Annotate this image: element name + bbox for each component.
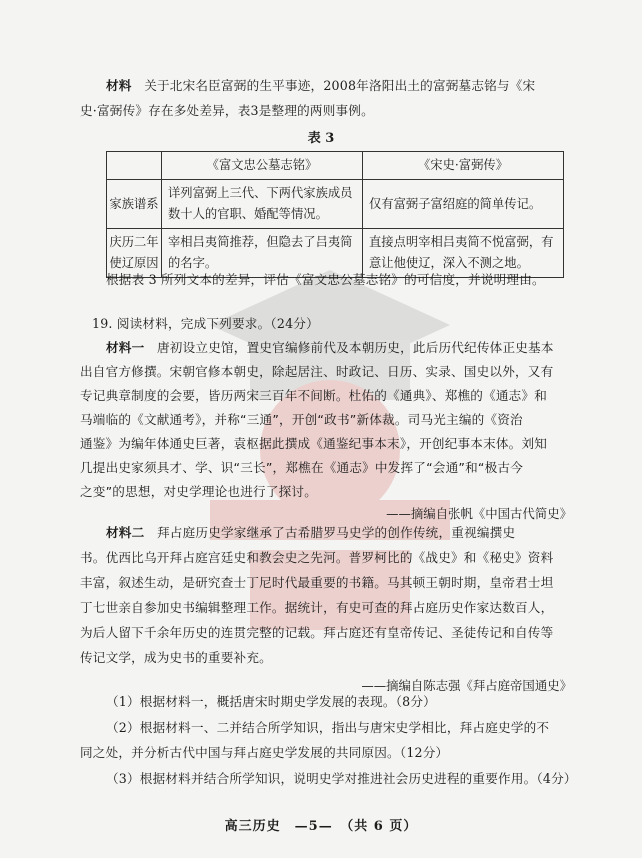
material-2-line: 传记文学，成为史书的重要补充。 (80, 650, 272, 665)
table-cell: 宰相吕夷简推荐，但隐去了吕夷简的名字。 (162, 229, 363, 278)
material-1-label: 材料一 (106, 340, 145, 355)
material-2-line-1 (106, 521, 515, 546)
material-2-line: 为后人留下千余年历史的连贯完整的记载。拜占庭还有皇帝传记、圣徒传记和自传等 (80, 625, 554, 640)
material-1-line: 马端临的《文献通考》，并称“三通”，开创“政书”新体裁。司马光主编的《资治 (80, 412, 523, 427)
sub-question-2: （2）根据材料一、二并结合所学知识，指出与唐宋史学相比，拜占庭史学的不 (106, 720, 550, 735)
material-label: 材料 (106, 78, 132, 93)
table-header-row (107, 152, 564, 180)
table-header-cell: 《宋史·富弼传》 (363, 152, 564, 180)
table-row (107, 180, 564, 229)
material-text: 关于北宋名臣富弼的生平事迹，2008年洛阳出土的富弼墓志铭与《宋 (144, 78, 536, 93)
material-2-text: 拜占庭历史学家继承了古希腊罗马史学的创作传统，重视编撰史 (157, 525, 516, 540)
material-1-line-1 (106, 336, 554, 361)
sub-question-1: （1）根据材料一，概括唐宋时期史学发展的表现。（8分） (106, 694, 436, 709)
row-label: 家族谱系 (107, 180, 162, 229)
material-1-line: 之变”的思想，对史学理论也进行了探讨。 (80, 484, 318, 499)
material-1-source: ——摘编自张帆《中国古代简史》 (386, 506, 572, 522)
table-header-cell (107, 152, 162, 180)
table-cell: 仅有富弼子富绍庭的简单传记。 (363, 180, 564, 229)
question-19-heading: 19. 阅读材料，完成下列要求。（24分） (92, 316, 319, 331)
row-label: 庆历二年使辽原因 (107, 229, 162, 278)
sub-question-3: （3）根据材料并结合所学知识，说明史学对推进社会历史进程的重要作用。（4分） (106, 771, 577, 786)
material-2-line: 丰富，叙述生动，是研究查士丁尼时代最重要的书籍。马其顿王朝时期，皇帝君士坦 (80, 575, 554, 590)
table-cell: 详列富弼上三代、下两代家族成员数十人的官职、婚配等情况。 (162, 180, 363, 229)
table-header-cell: 《富文忠公墓志铭》 (162, 152, 363, 180)
material-2-line: 书。优西比乌开拜占庭宫廷史和教会史之先河。普罗柯比的《战史》和《秘史》资料 (80, 550, 554, 565)
material-2-line: 丁七世亲自参加史书编辑整理工作。据统计，有史可查的拜占庭历史作家达数百人， (80, 600, 554, 615)
table-question: 根据表 3 所列文本的差异，评估《富文忠公墓志铭》的可信度，并说明理由。 (106, 272, 545, 287)
material-1-line: 出自官方修撰。宋朝官修本朝史，除起居注、时政记、日历、实录、国史以外，又有 (80, 364, 554, 379)
material-1-line: 专记典章制度的会要，皆历两宋三百年不间断。杜佑的《通典》、郑樵的《通志》和 (80, 388, 548, 403)
material-intro-line-1 (106, 74, 535, 99)
material-1-text: 唐初设立史馆，置史官编修前代及本朝历史，此后历代纪传体正史基本 (157, 340, 554, 355)
page-footer: 高三历史 —5— （共 6 页） (224, 819, 418, 834)
material-intro-line-2: 史·富弼传》存在多处差异，表3是整理的两则事例。 (80, 103, 374, 118)
material-1-line: 通鉴》为编年体通史巨著，袁枢据此撰成《通鉴纪事本末》，开创纪事本末体。刘知 (80, 436, 548, 451)
material-2-source: ——摘编自陈志强《拜占庭帝国通史》 (361, 678, 572, 694)
material-2-label: 材料二 (106, 525, 145, 540)
sub-question-2-cont: 同之处，并分析古代中国与拜占庭史学发展的共同原因。（12分） (80, 745, 449, 760)
material-1-line: 几提出史家须具才、学、识“三长”，郑樵在《通志》中发挥了“会通”和“极古今 (80, 460, 524, 475)
table-cell: 直接点明宰相吕夷简不悦富弼，有意让他使辽，深入不测之地。 (363, 229, 564, 278)
table-caption: 表 3 (307, 131, 335, 146)
comparison-table (106, 151, 564, 278)
